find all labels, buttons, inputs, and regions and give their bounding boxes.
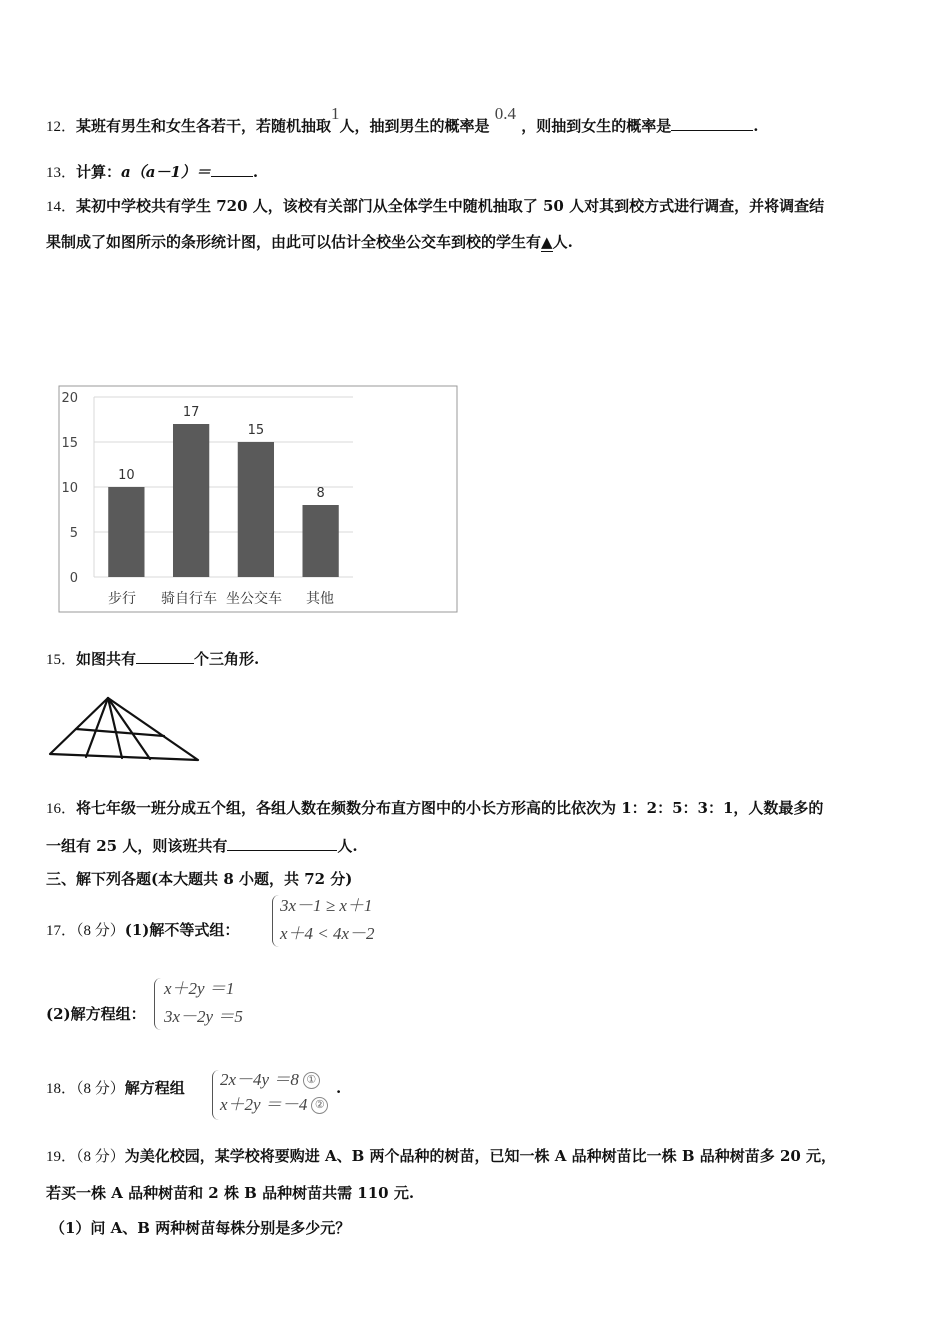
question-19-line-2: 若买一株 A 品种树苗和 2 株 B 品种树苗共需 110 元.: [46, 1184, 415, 1202]
q12-text-3: ，则抽到女生的概率是: [521, 117, 672, 135]
q12-text-1: 某班有男生和女生各若干，若随机抽取: [76, 117, 332, 135]
q17-part-2-label: (2)解方程组：: [46, 1005, 146, 1023]
bar-chart: [58, 385, 458, 613]
q12-probability: 0.4: [494, 104, 517, 123]
data-label: 8: [316, 486, 325, 501]
q15-text-2: 个三角形.: [194, 650, 260, 668]
q17-equation-1: x＋2y ＝1: [164, 979, 235, 998]
q18-equation-1: 2x－4y ＝8: [220, 1070, 299, 1089]
q18-text: 解方程组: [124, 1079, 185, 1097]
q16-text-1: 将七年级一班分成五个组，各组人数在频数分布直方图中的小长方形高的比依次为 1：2：5：3：1，人数最多的: [76, 799, 824, 817]
question-15: [46, 648, 259, 670]
q17-equation-brace: [154, 978, 161, 1030]
q16-text-3: 人.: [337, 837, 358, 855]
x-category-label: 骑自行车: [161, 591, 217, 607]
question-19-sub-1: （1）问 A、B 两种树苗每株分别是多少元？: [50, 1219, 351, 1237]
outer-triangle: [50, 698, 198, 760]
data-label: 10: [118, 468, 135, 483]
q18-equation-system: [220, 1067, 328, 1117]
question-14-line-2: [46, 232, 573, 252]
cevian-1: [86, 698, 108, 757]
q17-equation-2: 3x－2y ＝5: [164, 1007, 243, 1026]
crossing-line: [76, 729, 164, 736]
q13-end: .: [252, 163, 259, 181]
y-tick-label: 10: [61, 481, 78, 496]
q14-number: 14．: [46, 199, 77, 215]
question-16-line-2: [46, 835, 358, 856]
q13-expression: a（a－1）＝: [121, 163, 211, 181]
q14-answer-blank[interactable]: [541, 233, 553, 252]
y-tick-label: 0: [69, 571, 78, 586]
question-13: [46, 161, 258, 183]
data-label: 15: [247, 423, 265, 438]
q17-inequality-brace: [272, 895, 279, 947]
bar-3: [238, 442, 274, 577]
y-tick-label: 15: [61, 436, 78, 451]
q14-text-2: 果制成了如图所示的条形统计图，由此可以估计全校坐公交车到校的学生有: [46, 233, 542, 251]
q13-number: 13．: [46, 165, 77, 181]
y-tick-label: 5: [69, 526, 78, 541]
bar-4: [302, 505, 338, 577]
q12-text-2: 人，抽到男生的概率是: [339, 117, 490, 135]
x-category-label: 坐公交车: [226, 591, 282, 607]
question-12: [46, 104, 759, 137]
q13-answer-blank[interactable]: [211, 161, 253, 177]
q18-marker-1: ①: [303, 1072, 320, 1089]
triangle-figure: [46, 692, 206, 764]
q15-number: 15．: [46, 652, 77, 668]
q19-text-1: 为美化校园，某学校将要购进 A、B 两个品种的树苗，已知一株 A 品种树苗比一株 B 品种树苗多 20 元，: [124, 1147, 837, 1165]
q15-text-1: 如图共有: [76, 650, 137, 668]
question-18: [46, 1078, 185, 1099]
question-19-line-1: [46, 1146, 836, 1167]
x-category-label: 其他: [306, 591, 334, 607]
q12-end: .: [753, 117, 759, 135]
q14-text-3: 人.: [552, 233, 573, 251]
q16-number: 16．: [46, 801, 77, 817]
q18-end: .: [336, 1079, 342, 1097]
q12-sample-count: 1: [331, 104, 340, 123]
x-category-label: 步行: [108, 591, 136, 607]
q13-text: 计算：: [76, 163, 122, 181]
q18-equation-brace: [212, 1070, 219, 1120]
q16-answer-blank[interactable]: [227, 835, 337, 851]
bar-1: [108, 487, 144, 577]
question-16-line-1: [46, 798, 823, 819]
data-label: 17: [182, 405, 200, 420]
question-17-part-2: [46, 1004, 146, 1024]
q17-inequality-system: [280, 892, 375, 948]
y-tick-label: 20: [61, 391, 78, 406]
triangle-icon: ▲: [541, 233, 553, 251]
bar-2: [173, 424, 209, 577]
q15-answer-blank[interactable]: [136, 648, 194, 664]
q17-equation-system: [164, 975, 243, 1031]
q17-number: 17．（8 分）: [46, 923, 125, 939]
section-3-title: 三、解下列各题(本大题共 8 小题，共 72 分): [46, 870, 353, 888]
q18-equation-2: x＋2y ＝－4: [220, 1095, 308, 1114]
q17-part-1-label: (1)解不等式组：: [124, 921, 240, 939]
q17-inequality-2: x＋4 < 4x－2: [280, 924, 375, 943]
q18-number: 18．（8 分）: [46, 1081, 125, 1097]
q12-answer-blank[interactable]: [671, 115, 753, 131]
q18-marker-2: ②: [311, 1097, 328, 1114]
q16-text-2: 一组有 25 人，则该班共有: [46, 837, 228, 855]
q12-number: 12．: [46, 119, 77, 135]
q19-number: 19．（8 分）: [46, 1149, 125, 1165]
q17-inequality-1: 3x－1 ≥ x＋1: [280, 896, 373, 915]
question-17-part-1: [46, 920, 239, 941]
q14-text-1: 某初中学校共有学生 720 人，该校有关部门从全体学生中随机抽取了 50 人对其到校方式进行调查，并将调查结: [76, 197, 825, 215]
question-14-line-1: [46, 196, 824, 217]
